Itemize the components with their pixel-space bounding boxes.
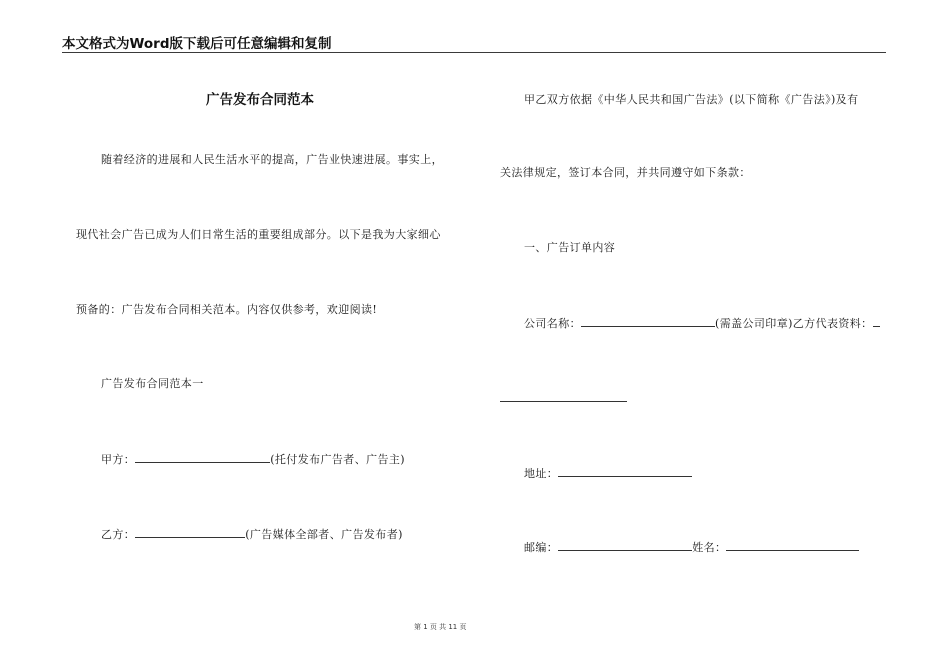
party-b-blank xyxy=(135,527,245,538)
party-b-rep-blank-continued xyxy=(500,401,627,402)
intro-paragraph-line-2: 现代社会广告已成为人们日常生活的重要组成部分。以下是我为大家细心 xyxy=(76,228,441,241)
postal-blank xyxy=(558,540,692,551)
party-b-note: (广告媒体全部者、广告发布者) xyxy=(245,528,403,541)
page-number: 第 1 页 共 11 页 xyxy=(414,623,467,631)
header-rule xyxy=(62,52,886,53)
address-label: 地址： xyxy=(524,467,559,480)
company-name-line xyxy=(524,316,880,332)
section-heading: 广告发布合同范本一 xyxy=(101,377,204,390)
address-blank xyxy=(558,466,692,477)
party-a-blank xyxy=(135,452,270,463)
postal-label: 邮编： xyxy=(524,541,559,554)
party-a-label: 甲方： xyxy=(101,453,136,466)
document-title: 广告发布合同范本 xyxy=(206,92,314,108)
name-blank xyxy=(726,540,859,551)
party-b-rep-blank-start xyxy=(873,316,880,327)
party-b-line xyxy=(101,527,403,543)
company-name-note: (需盖公司印章)乙方代表资料： xyxy=(715,317,873,330)
legal-basis-line-2: 关法律规定，签订本合同，并共同遵守如下条款： xyxy=(500,166,751,179)
company-name-label: 公司名称： xyxy=(524,317,581,330)
clause-heading: 一、广告订单内容 xyxy=(524,241,616,254)
party-b-label: 乙方： xyxy=(101,528,136,541)
intro-paragraph-line-1: 随着经济的进展和人民生活水平的提高，广告业快速进展。事实上， xyxy=(101,153,443,166)
postal-name-line xyxy=(524,540,859,556)
header-banner-text: 本文格式为Word版下载后可任意编辑和复制 xyxy=(62,36,332,52)
name-label: 姓名： xyxy=(692,541,727,554)
party-a-note: (托付发布广告者、广告主) xyxy=(270,453,405,466)
legal-basis-line-1: 甲乙双方依据《中华人民共和国广告法》(以下简称《广告法》)及有 xyxy=(524,93,859,106)
intro-paragraph-line-3: 预备的：广告发布合同相关范本。内容仅供参考，欢迎阅读! xyxy=(76,303,378,316)
address-line xyxy=(524,466,692,482)
company-name-blank xyxy=(581,316,715,327)
party-a-line xyxy=(101,452,405,468)
